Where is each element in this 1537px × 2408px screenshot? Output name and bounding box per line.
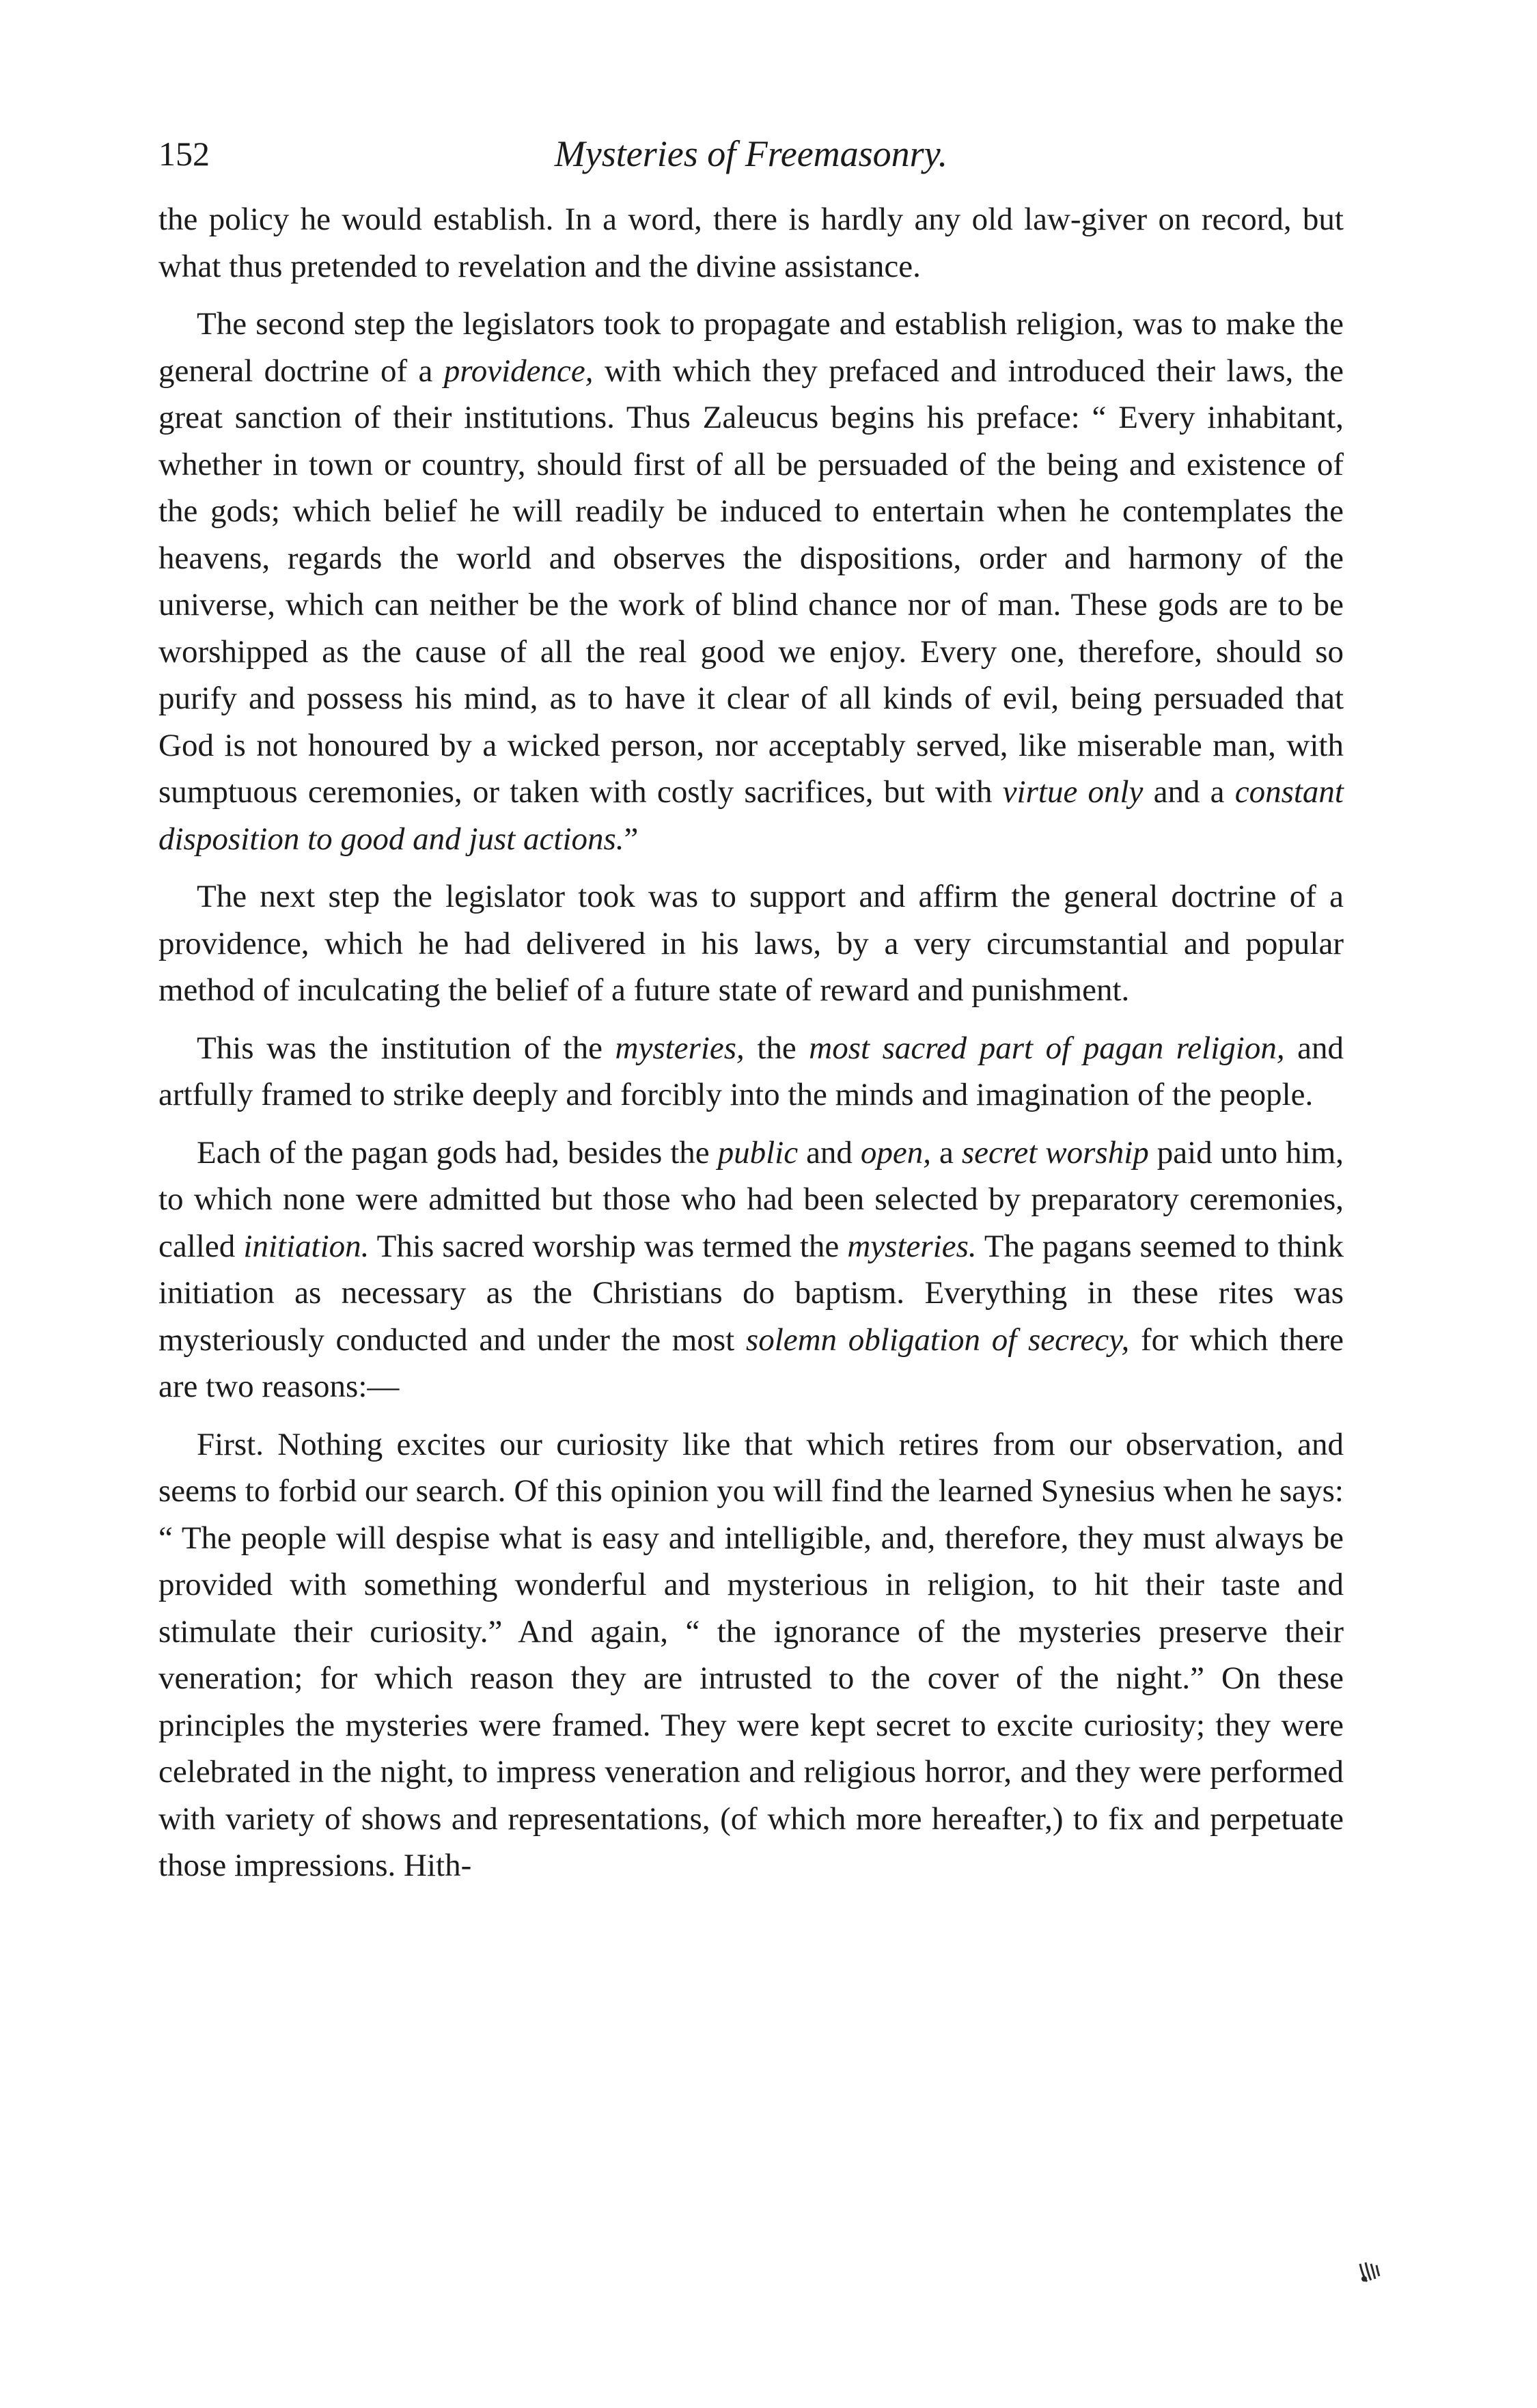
italic-text: virtue only — [1002, 774, 1144, 810]
paragraph — [158, 1130, 1344, 1410]
body-text: Each of the pagan gods had, besides the — [197, 1134, 718, 1171]
italic-text: providence, — [443, 353, 594, 389]
italic-text: constant disposition to good and just actions. — [158, 774, 1344, 857]
page-header — [158, 133, 1344, 181]
paragraph — [158, 196, 1344, 290]
paragraph — [158, 1025, 1344, 1119]
italic-text: most sacred part of pagan religion, — [809, 1030, 1285, 1066]
body-text: and — [798, 1134, 861, 1171]
italic-text: initiation. — [243, 1228, 370, 1264]
italic-text: mysteries, — [615, 1030, 745, 1066]
ink-mark-icon — [1356, 2258, 1383, 2286]
paragraph — [158, 301, 1344, 862]
paragraph — [158, 1421, 1344, 1889]
body-text: The second step the legislators took to propagate and establish religion, was to make the general doctrine of a — [158, 306, 1344, 389]
body-text: for which there are two reasons:— — [158, 1322, 1344, 1404]
italic-text: open, — [860, 1134, 932, 1171]
body-text: the — [744, 1030, 809, 1066]
page-number: 152 — [158, 135, 210, 173]
italic-text: public — [717, 1134, 799, 1171]
body-text: the policy he would establish. In a word, there is hardly any old law-giver on record, but what thus pretended to revelation and the divine assistance. — [158, 202, 1344, 284]
italic-text: solemn obligation of secrecy, — [745, 1322, 1130, 1358]
body-text: and a — [1143, 774, 1235, 810]
body-text: paid unto him, to which none were admitted but those who had been selected by preparatory ceremonies, called — [158, 1134, 1344, 1264]
body-text: First. Nothing excites our curiosity like that which retires from our observation, and seems to forbid our search. Of this opinion you will find the learned Synesius when he says: “ The people will despise what is easy and intelligible, and, therefore, they must always be provided with something wonderful and mysterious in religion, to hit their taste and stimulate their curiosity.” And again, “ the ignorance of the mysteries preserve their veneration; for which reason they are intrusted to the cover of the night.” On these principles the mysteries were framed. They were kept secret to excite curiosity; they were celebrated in the night, to impress veneration and religious horror, and they were performed with variety of shows and representations, (of which more hereafter,) to fix and perpetuate those impressions. Hith- — [158, 1426, 1344, 1883]
paragraph — [158, 873, 1344, 1014]
body-text: The pagans seemed to think initiation as necessary as the Christians do baptism. Everything in these rites was mysteriously conducted and under the most — [158, 1228, 1344, 1358]
italic-text: secret worship — [961, 1134, 1149, 1171]
body-text: This was the institution of the — [197, 1030, 615, 1066]
italic-text: mysteries. — [847, 1228, 977, 1264]
body-text: a — [931, 1134, 962, 1171]
body-text: and artfully framed to strike deeply and forcibly into the minds and imagination of the people. — [158, 1030, 1344, 1112]
body-text: This sacred worship was termed the — [369, 1228, 848, 1264]
running-title: Mysteries of Freemasonry. — [554, 133, 948, 174]
body-text: with which they prefaced and introduced their laws, the great sanction of their institutions. Thus Zaleucus begins his preface: “ Every inhabitant, whether in town or country, should first of all be persuaded of the being and existence of the gods; which belief he will readily be induced to entertain when he contemplates the heavens, regards the world and observes the dispositions, order and harmony of the universe, which can neither be the work of blind chance nor of man. These gods are to be worshipped as the cause of all the real good we enjoy. Every one, therefore, should so purify and possess his mind, as to have it clear of all kinds of evil, being persuaded that God is not honoured by a wicked person, nor acceptably served, like miserable man, with sumptuous ceremonies, or taken with costly sacrifices, but with — [158, 353, 1344, 810]
body-text: The next step the legislator took was to support and affirm the general doctrine of a providence, which he had delivered in his laws, by a very circumstantial and popular method of inculcating the belief of a future state of reward and punishment. — [158, 879, 1344, 1008]
body-text: ” — [624, 821, 639, 857]
book-page — [158, 133, 1344, 1900]
